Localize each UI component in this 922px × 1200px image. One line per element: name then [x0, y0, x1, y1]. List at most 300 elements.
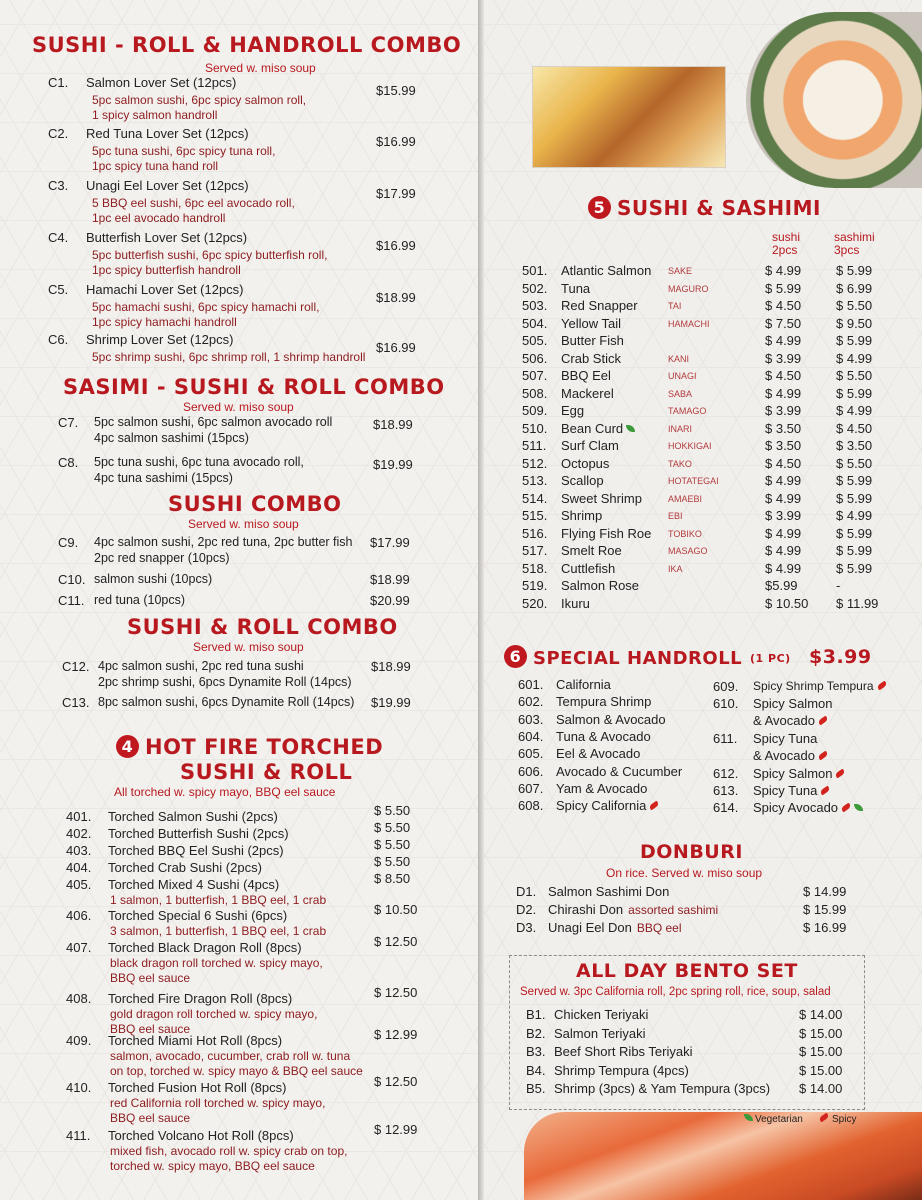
- item-name-text: BBQ Eel: [561, 368, 611, 383]
- leaf-icon: [626, 425, 635, 432]
- salmon-photo: [524, 1112, 922, 1200]
- menu-item-price: $ 14.00: [799, 1081, 843, 1096]
- menu-item-code: 506.: [522, 350, 548, 366]
- menu-item-code: 602.: [518, 694, 544, 710]
- menu-item-code: C12.: [62, 659, 90, 674]
- item-name-text: Tuna: [561, 280, 591, 296]
- menu-item-price: $ 15.00: [799, 1044, 843, 1059]
- sushi-roll-photo: [532, 66, 726, 168]
- sushi-price: $ 7.50: [765, 315, 802, 331]
- item-name-text: Surf Clam: [561, 438, 619, 453]
- menu-item-code: 507.: [522, 368, 548, 383]
- menu-item-description: 2pc red snapper (10pcs): [94, 551, 230, 565]
- menu-item-name: Red Tuna Lover Set (12pcs): [86, 126, 249, 141]
- sashimi-price: $ 5.99: [836, 263, 873, 278]
- menu-item-price: $20.99: [370, 593, 410, 608]
- menu-item-code: 608.: [518, 798, 544, 814]
- menu-item-name: [561, 403, 584, 418]
- menu-item-code: B4.: [526, 1062, 546, 1078]
- sushi-price: $ 4.99: [765, 525, 802, 541]
- menu-item-name: Shrimp Lover Set (12pcs): [86, 332, 234, 347]
- menu-item-name: [561, 526, 651, 541]
- menu-item-code: 509.: [522, 403, 548, 418]
- menu-item-name: [561, 316, 621, 331]
- item-name-text: Atlantic Salmon: [561, 263, 652, 278]
- menu-item-code: B1.: [526, 1007, 546, 1022]
- japanese-name: HOTATEGAI: [668, 476, 719, 486]
- menu-item-description: 5pc tuna sushi, 6pc tuna avocado roll,: [94, 455, 304, 469]
- menu-item-name: [753, 696, 832, 711]
- menu-item-code: C7.: [58, 415, 79, 430]
- menu-item-name: Torched Crab Sushi (2pcs): [108, 860, 262, 875]
- sushi-combo-title: SUSHI COMBO: [168, 492, 342, 516]
- sashimi-price: -: [836, 578, 841, 593]
- sushi-price: $ 3.99: [765, 508, 802, 523]
- menu-item-price: $ 8.50: [374, 871, 411, 886]
- menu-item-name: [561, 351, 621, 366]
- menu-item-description: [110, 956, 323, 986]
- item-name-text: Tuna & Avocado: [556, 728, 651, 744]
- item-name-text: Spicy Avocado: [753, 800, 839, 815]
- item-name-text: Red Snapper: [561, 298, 638, 313]
- menu-item-description: 4pc salmon sushi, 2pc red tuna, 2pc butter fish: [94, 535, 353, 549]
- item-note: assorted sashimi: [628, 903, 719, 917]
- menu-item-code: 601.: [518, 677, 544, 692]
- menu-item-code: D2.: [516, 902, 537, 917]
- menu-item-price: $16.99: [376, 134, 416, 149]
- item-name-text: Eel & Avocado: [556, 746, 641, 762]
- item-name-text: Salmon Rose: [561, 578, 640, 593]
- section-number-badge: 4: [116, 735, 139, 758]
- section-number-badge: 6: [504, 645, 527, 668]
- menu-item-code: 402.: [66, 826, 92, 841]
- menu-item-name: Beef Short Ribs Teriyaki: [554, 1044, 693, 1059]
- menu-item-name: [556, 729, 651, 744]
- sushi-price: $ 4.99: [765, 263, 802, 278]
- item-name-text: Shrimp: [561, 508, 603, 523]
- menu-item-code: 514.: [522, 490, 548, 506]
- special-handroll-title: [504, 645, 742, 669]
- menu-item-code: 501.: [522, 263, 548, 278]
- menu-item-name: Shrimp Tempura (4pcs): [554, 1062, 689, 1078]
- roll-combo-subtitle: Served w. miso soup: [193, 640, 304, 654]
- menu-item-code: C1.: [48, 75, 69, 90]
- torched-title-line1: HOT FIRE TORCHED: [145, 735, 384, 759]
- japanese-name: KANI: [668, 353, 690, 364]
- menu-item-price: $ 5.50: [374, 803, 411, 818]
- menu-item-name: [561, 438, 619, 453]
- menu-item-code: 520.: [522, 595, 548, 611]
- sasimi-section-title: SASIMI - SUSHI & ROLL COMBO: [63, 375, 445, 399]
- item-name-text: Cuttlefish: [561, 560, 616, 576]
- sashimi-price: $ 5.99: [836, 385, 873, 401]
- item-name-text: & Avocado: [753, 713, 815, 728]
- menu-item-description: salmon sushi (10pcs): [94, 572, 213, 586]
- vegetarian-legend: [741, 1114, 803, 1125]
- menu-item-code: 611.: [713, 731, 738, 746]
- menu-item-code: 403.: [66, 843, 92, 858]
- menu-item-code: 516.: [522, 525, 548, 541]
- menu-item-name: [556, 764, 682, 779]
- menu-item-code: B3.: [526, 1044, 546, 1059]
- menu-item-code: C13.: [62, 695, 90, 710]
- sushi-column-header: sushi: [772, 230, 801, 244]
- menu-item-name: [561, 333, 624, 348]
- item-name-text: Flying Fish Roe: [561, 525, 652, 541]
- item-name-text: Spicy Salmon: [753, 766, 833, 781]
- item-name-text: Salmon & Avocado: [556, 711, 666, 727]
- sushi-price: $ 3.99: [765, 403, 802, 418]
- donburi-title: DONBURI: [640, 841, 743, 863]
- menu-item-name: Torched Miami Hot Roll (8pcs): [108, 1033, 283, 1048]
- sushi-price: $ 4.99: [765, 333, 802, 348]
- spicy-legend-label: Spicy: [832, 1114, 857, 1125]
- menu-item-code: 503.: [522, 298, 548, 313]
- torched-section-title: [116, 735, 383, 759]
- sashimi-price: $ 5.50: [836, 455, 873, 471]
- menu-item-name: [548, 902, 718, 917]
- menu-item-code: C9.: [58, 535, 79, 550]
- menu-item-description: [92, 144, 275, 174]
- chili-pepper-icon: [649, 801, 660, 811]
- description-line: gold dragon roll torched w. spicy mayo,: [110, 1007, 318, 1021]
- handroll-quantity: (1 PC): [750, 652, 791, 665]
- japanese-name: AMAEBI: [668, 493, 703, 504]
- item-name-text: Yam & Avocado: [556, 780, 648, 796]
- description-line: BBQ eel sauce: [110, 1111, 191, 1125]
- menu-item-name: [548, 884, 669, 899]
- menu-item-name: Salmon Lover Set (12pcs): [86, 75, 237, 90]
- menu-item-description: [92, 300, 319, 330]
- description-line: 1pc spicy tuna hand roll: [92, 159, 219, 173]
- menu-item-name: [561, 578, 639, 593]
- menu-item-code: 405.: [66, 877, 92, 892]
- japanese-name: TOBIKO: [668, 528, 702, 539]
- sashimi-price: $ 5.99: [836, 333, 873, 348]
- menu-item-code: C5.: [48, 282, 69, 297]
- menu-item-code: 410.: [66, 1080, 92, 1095]
- menu-item-price: $16.99: [376, 340, 416, 355]
- item-name-text: Chirashi Don: [548, 902, 624, 917]
- menu-item-price: $18.99: [370, 572, 410, 587]
- menu-item-price: $ 12.99: [374, 1027, 418, 1042]
- sashimi-price: $ 5.99: [836, 525, 873, 541]
- japanese-name: INARI: [668, 423, 693, 434]
- menu-item-name: Shrimp (3pcs) & Yam Tempura (3pcs): [554, 1081, 771, 1096]
- menu-item-price: $ 15.00: [799, 1062, 843, 1078]
- sashimi-price: $ 4.99: [836, 403, 873, 418]
- sushi-price: $ 4.99: [765, 543, 802, 558]
- menu-item-price: $17.99: [376, 186, 416, 201]
- sushi-price: $ 4.99: [765, 560, 802, 576]
- menu-item-code: 515.: [522, 508, 548, 523]
- description-line: 5pc salmon sushi, 6pc spicy salmon roll,: [92, 93, 307, 107]
- menu-item-code: C4.: [48, 230, 69, 245]
- menu-item-price: $ 12.50: [374, 985, 418, 1000]
- sashimi-price: $ 6.99: [836, 280, 873, 296]
- item-name-text: Spicy Tuna: [753, 783, 818, 798]
- item-name-text: Butter Fish: [561, 333, 624, 348]
- spicy-legend: [816, 1114, 856, 1125]
- item-name-text: Avocado & Cucumber: [556, 763, 683, 779]
- description-line: 5 BBQ eel sushi, 6pc eel avocado roll,: [92, 196, 295, 210]
- menu-item-price: $18.99: [373, 417, 413, 432]
- menu-item-description: 8pc salmon sushi, 6pcs Dynamite Roll (14pcs): [98, 695, 355, 709]
- menu-item-name: [753, 783, 830, 798]
- menu-item-name: [556, 712, 666, 727]
- menu-item-code: 518.: [522, 560, 548, 576]
- item-name-text: Octopus: [561, 455, 610, 471]
- menu-item-name: [561, 596, 590, 611]
- sashimi-price: $ 5.99: [836, 543, 873, 558]
- vegetarian-legend-label: Vegetarian: [755, 1114, 803, 1125]
- menu-item-price: $ 14.99: [803, 884, 847, 899]
- menu-item-price: $ 5.50: [374, 854, 411, 869]
- item-name-text: Sweet Shrimp: [561, 490, 642, 506]
- menu-item-price: $17.99: [370, 535, 410, 550]
- description-line: mixed fish, avocado roll w. spicy crab on top,: [110, 1144, 348, 1158]
- description-line: 5pc shrimp sushi, 6pc shrimp roll, 1 shrimp handroll: [92, 350, 366, 364]
- japanese-name: SAKE: [668, 266, 693, 276]
- menu-item-price: $18.99: [376, 290, 416, 305]
- chili-pepper-icon: [841, 803, 852, 813]
- menu-item-description: [92, 93, 306, 123]
- menu-item-name: [753, 713, 828, 728]
- menu-item-name: [556, 746, 640, 761]
- menu-item-name: [561, 543, 622, 558]
- handroll-price: $3.99: [809, 646, 872, 668]
- menu-item-price: $ 5.50: [374, 837, 411, 852]
- menu-item-code: 409.: [66, 1033, 92, 1048]
- menu-item-price: $ 15.00: [799, 1025, 843, 1041]
- menu-item-name: Torched Volcano Hot Roll (8pcs): [108, 1128, 294, 1143]
- menu-item-name: [753, 679, 887, 693]
- sushi-price: $ 3.50: [765, 438, 802, 453]
- menu-item-name: Torched Butterfish Sushi (2pcs): [108, 826, 289, 841]
- japanese-name: TAMAGO: [668, 406, 707, 416]
- menu-item-code: 517.: [522, 543, 548, 558]
- menu-item-code: C2.: [48, 126, 69, 141]
- menu-item-name: [561, 298, 638, 313]
- sashimi-price: $ 5.99: [836, 473, 873, 488]
- menu-item-price: $ 14.00: [799, 1007, 843, 1022]
- menu-item-code: 604.: [518, 728, 544, 744]
- leaf-icon: [744, 1114, 753, 1121]
- menu-item-description: red tuna (10pcs): [94, 593, 186, 607]
- menu-item-code: D3.: [516, 920, 537, 935]
- sushi-price: $ 4.99: [765, 385, 802, 401]
- sashimi-platter-photo: [746, 12, 922, 188]
- menu-item-name: [561, 421, 635, 436]
- description-line: red California roll torched w. spicy mayo,: [110, 1096, 326, 1110]
- sashimi-price: $ 9.50: [836, 315, 873, 331]
- menu-item-code: 607.: [518, 780, 544, 796]
- menu-item-price: $ 16.99: [803, 920, 847, 935]
- sushi-sashimi-title: [588, 196, 821, 220]
- japanese-name: TAKO: [668, 458, 692, 469]
- menu-item-code: 505.: [522, 333, 548, 348]
- sashimi-price: $ 5.50: [836, 298, 873, 313]
- menu-item-description: 4pc salmon sashimi (15pcs): [94, 431, 249, 445]
- sashimi-price: $ 3.50: [836, 438, 873, 453]
- menu-item-name: Torched Special 6 Sushi (6pcs): [108, 908, 288, 923]
- menu-item-description: 2pc shrimp sushi, 6pcs Dynamite Roll (14pcs): [98, 675, 352, 689]
- menu-item-price: $ 10.50: [374, 902, 418, 917]
- japanese-name: SABA: [668, 388, 693, 399]
- menu-item-description: [110, 924, 326, 939]
- sashimi-price: $ 4.99: [836, 508, 873, 523]
- item-name-text: Unagi Eel Don: [548, 920, 632, 935]
- description-line: 1pc spicy hamachi handroll: [92, 315, 237, 329]
- menu-item-code: 408.: [66, 991, 92, 1006]
- menu-item-price: $16.99: [376, 238, 416, 253]
- item-name-text: Spicy Salmon: [753, 696, 833, 711]
- menu-item-price: $19.99: [371, 695, 411, 710]
- description-line: BBQ eel sauce: [110, 1022, 191, 1036]
- menu-item-code: 606.: [518, 763, 544, 779]
- menu-item-name: [556, 798, 659, 813]
- menu-item-code: 614.: [713, 800, 739, 815]
- description-line: 5pc butterfish sushi, 6pc spicy butterfish roll,: [92, 248, 328, 262]
- sushi-price: $ 4.99: [765, 490, 802, 506]
- combo-section-title: SUSHI - ROLL & HANDROLL COMBO: [32, 33, 462, 57]
- menu-item-name: Salmon Teriyaki: [554, 1025, 646, 1041]
- item-name-text: & Avocado: [753, 748, 815, 763]
- sushi-price: $ 4.50: [765, 298, 802, 313]
- sashimi-price: $ 5.50: [836, 368, 873, 383]
- menu-item-code: 411.: [66, 1128, 91, 1143]
- sashimi-price: $ 5.99: [836, 560, 873, 576]
- menu-item-code: 612.: [713, 766, 739, 781]
- menu-item-description: 4pc tuna sashimi (15pcs): [94, 471, 233, 485]
- description-line: 3 salmon, 1 butterfish, 1 BBQ eel, 1 crab: [110, 924, 327, 938]
- japanese-name: MAGURO: [668, 283, 709, 294]
- menu-item-code: 603.: [518, 711, 544, 727]
- description-line: 1pc spicy butterfish handroll: [92, 263, 241, 277]
- sushi-price: $ 4.50: [765, 455, 802, 471]
- menu-item-description: [110, 1049, 363, 1079]
- menu-item-price: $18.99: [371, 659, 411, 674]
- item-name-text: Ikuru: [561, 595, 590, 611]
- item-name-text: Salmon Sashimi Don: [548, 884, 670, 899]
- item-name-text: Scallop: [561, 473, 604, 488]
- description-line: on top, torched w. spicy mayo & BBQ eel sauce: [110, 1064, 363, 1078]
- menu-item-name: [556, 694, 651, 709]
- item-name-text: Spicy Shrimp Tempura: [753, 679, 874, 693]
- japanese-name: HOKKIGAI: [668, 441, 712, 451]
- menu-item-description: 5pc salmon sushi, 6pc salmon avocado roll: [94, 415, 333, 429]
- japanese-name: TAI: [668, 301, 682, 311]
- menu-item-price: $ 12.99: [374, 1122, 418, 1137]
- item-name-text: Spicy Tuna: [753, 731, 818, 746]
- menu-item-code: C8.: [58, 455, 79, 470]
- menu-item-code: 504.: [522, 315, 548, 331]
- item-name-text: California: [556, 677, 611, 692]
- menu-item-code: C3.: [48, 178, 69, 193]
- menu-item-name: [561, 456, 609, 471]
- menu-item-name: [561, 473, 604, 488]
- description-line: 5pc tuna sushi, 6pc spicy tuna roll,: [92, 144, 276, 158]
- description-line: salmon, avocado, cucumber, crab roll w. tuna: [110, 1049, 351, 1063]
- menu-item-price: $ 12.50: [374, 1074, 418, 1089]
- sushi-price: $5.99: [765, 578, 798, 593]
- menu-item-name: [753, 748, 828, 763]
- description-line: black dragon roll torched w. spicy mayo,: [110, 956, 323, 970]
- item-note: BBQ eel: [636, 921, 682, 935]
- menu-item-name: Torched Salmon Sushi (2pcs): [108, 809, 278, 824]
- menu-item-description: [110, 893, 326, 908]
- menu-item-name: [548, 920, 682, 935]
- sashimi-price: $ 5.99: [836, 490, 873, 506]
- bento-title: ALL DAY BENTO SET: [576, 960, 798, 982]
- sashimi-column-header: 3pcs: [834, 243, 860, 257]
- menu-item-price: $19.99: [373, 457, 413, 472]
- menu-item-code: 510.: [522, 420, 548, 436]
- menu-item-description: [92, 350, 365, 365]
- menu-item-code: C10.: [58, 572, 86, 587]
- menu-item-name: [561, 263, 651, 278]
- chili-pepper-icon: [818, 1113, 829, 1123]
- item-name-text: Smelt Roe: [561, 543, 622, 558]
- item-name-text: Egg: [561, 403, 585, 418]
- menu-item-name: [556, 677, 611, 692]
- menu-item-name: Chicken Teriyaki: [554, 1007, 649, 1022]
- item-name-text: Yellow Tail: [561, 315, 621, 331]
- menu-item-name: Butterfish Lover Set (12pcs): [86, 230, 248, 245]
- torched-section-subtitle: All torched w. spicy mayo, BBQ eel sauce: [114, 785, 336, 799]
- item-name-text: Tempura Shrimp: [556, 694, 652, 710]
- menu-item-code: 610.: [713, 696, 739, 711]
- menu-item-description: [110, 1096, 325, 1126]
- menu-item-code: 519.: [522, 578, 548, 593]
- menu-item-name: Torched Mixed 4 Sushi (4pcs): [108, 877, 280, 892]
- menu-item-name: [753, 766, 845, 781]
- sushi-price: $ 10.50: [765, 595, 809, 611]
- bento-subtitle: Served w. 3pc California roll, 2pc spring roll, rice, soup, salad: [520, 986, 831, 998]
- leaf-icon: [854, 804, 863, 811]
- sushi-price: $ 4.50: [765, 368, 802, 383]
- menu-item-code: 605.: [518, 746, 544, 762]
- sushi-price: $ 4.99: [765, 473, 802, 488]
- chili-pepper-icon: [817, 751, 828, 761]
- menu-item-name: Hamachi Lover Set (12pcs): [86, 282, 244, 297]
- menu-item-name: [561, 386, 614, 401]
- menu-item-name: [561, 281, 590, 296]
- menu-item-code: D1.: [516, 884, 537, 899]
- menu-item-code: 401.: [66, 809, 92, 824]
- sashimi-price: $ 4.50: [836, 420, 873, 436]
- menu-item-name: [753, 731, 817, 746]
- section-number-badge: 5: [588, 196, 611, 219]
- description-line: torched w. spicy mayo, BBQ eel sauce: [110, 1159, 315, 1173]
- sashimi-price: $ 11.99: [836, 595, 879, 611]
- menu-item-code: 513.: [522, 473, 548, 488]
- menu-item-price: $ 5.50: [374, 820, 411, 835]
- sushi-combo-subtitle: Served w. miso soup: [188, 517, 299, 531]
- combo-section-subtitle: Served w. miso soup: [205, 61, 316, 75]
- menu-item-price: $ 12.50: [374, 934, 418, 949]
- menu-item-code: 613.: [713, 783, 739, 798]
- japanese-name: MASAGO: [668, 546, 708, 556]
- japanese-name: EBI: [668, 511, 683, 521]
- menu-item-code: 512.: [522, 455, 548, 471]
- description-line: 1 spicy salmon handroll: [92, 108, 218, 122]
- menu-item-name: [561, 491, 642, 506]
- menu-item-code: 502.: [522, 280, 548, 296]
- menu-item-code: C11.: [58, 593, 85, 608]
- menu-item-code: 404.: [66, 860, 92, 875]
- sushi-price: $ 3.50: [765, 420, 802, 436]
